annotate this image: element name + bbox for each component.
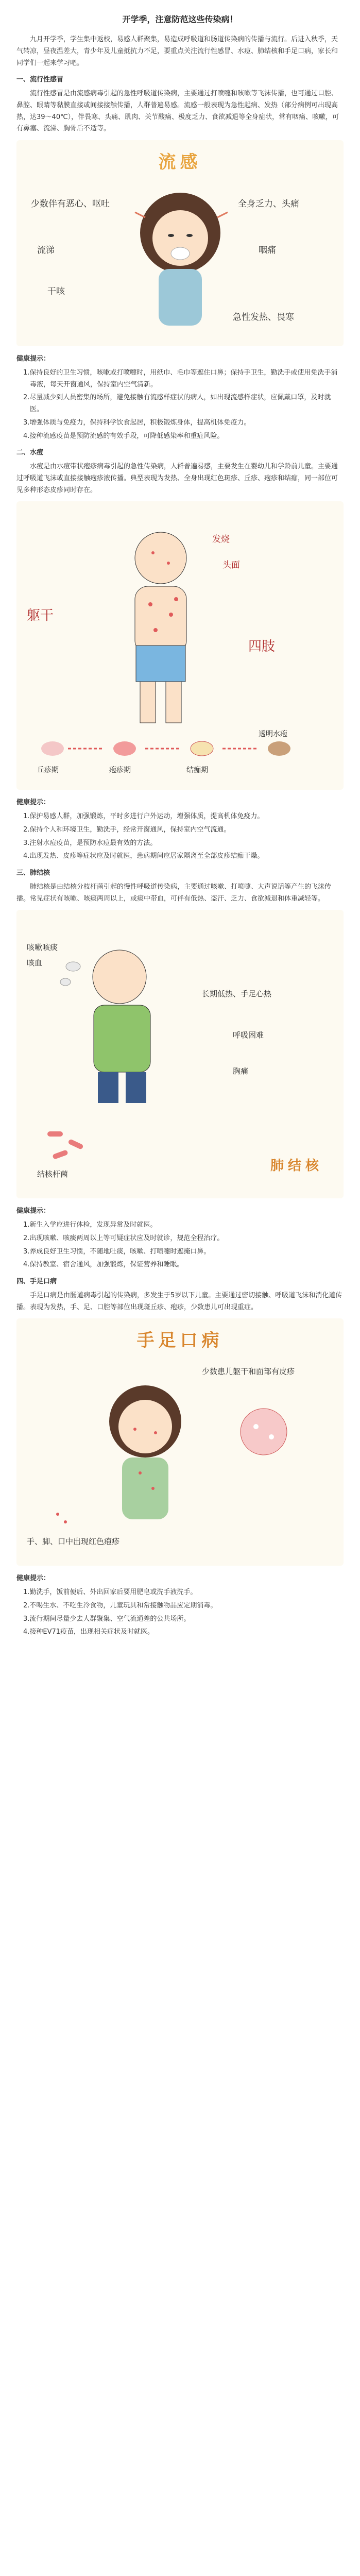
hfmd-tip: 3.流行期间尽量少去人群聚集、空气流通差的公共场所。 [23,1615,191,1623]
hfmd-girl-illustration [16,1318,344,1566]
hfmd-tip: 4.接种EV71疫苗，出现相关症状及时就医。 [23,1628,155,1636]
chickenpox-stage-label: 透明水疱 [259,730,287,739]
tb-note-hemoptysis: 咳血 [27,958,43,968]
tb-note-dyspnea: 呼吸困难 [233,1030,264,1040]
chickenpox-stage-row [41,741,290,756]
flu-tip: 4.接种流感疫苗是预防流感的有效手段，可降低感染率和重症风险。 [23,432,224,440]
tb-tip: 3.养成良好卫生习惯，不随地吐痰，咳嗽、打喷嚏时遮掩口鼻。 [23,1247,211,1256]
hfmd-tip: 2.不喝生水、不吃生冷食物，儿童玩具和常接触物品应定期消毒。 [23,1601,217,1609]
hfmd-note-trunk-face: 少数患儿躯干和面部有皮疹 [202,1367,295,1377]
tb-section-title: 三、肺结核 [16,869,50,877]
flu-note-runny-nose: 流涕 [37,245,55,256]
chickenpox-note-face: 头面 [222,560,240,571]
chickenpox-tip: 2.保持个人和环境卫生，勤洗手，经常开窗通风，保持室内空气流通。 [23,825,231,834]
chickenpox-boy-illustration [16,501,344,790]
tb-tip: 1.新生入学应进行体检，发现异常及时就医。 [23,1221,157,1229]
flu-section-title: 一、流行性感冒 [16,76,64,84]
tb-illustration [16,910,344,1198]
hfmd-body: 手足口病是由肠道病毒引起的传染病，多发生于5岁以下儿童。主要通过密切接触、呼吸道飞沫和消化道传播。表现为发热，手、足、口腔等部位出现斑丘疹、疱疹，少数患儿可出现重症。 [16,1291,342,1311]
chickenpox-tip: 4.出现发热、皮疹等症状应及时就医，患病期间应居家隔离至全部皮疹结痂干燥。 [23,852,264,860]
chickenpox-tip: 1.保护易感人群，加强锻炼，平时多进行户外运动，增强体质，提高机体免疫力。 [23,812,264,820]
tb-body: 肺结核是由结核分枝杆菌引起的慢性呼吸道传染病，主要通过咳嗽、打喷嚏、大声说话等产生的飞沫传播。常见症状有咳嗽、咳痰两周以上，或痰中带血，可伴有低热、盗汗、乏力、食欲减退和体重减轻等。 [16,883,332,903]
chickenpox-stage-label: 疱疹期 [109,766,131,775]
chickenpox-stage-label: 结痂期 [186,766,208,775]
tb-note-bacillus: 结核杆菌 [37,1170,68,1179]
flu-note-fever: 急性发热、畏寒 [233,312,294,323]
flu-tip: 3.增强体质与免疫力，保持科学饮食起居，积极锻炼身体，提高机体免疫力。 [23,418,251,427]
chickenpox-note-fever: 发烧 [212,534,230,545]
hfmd-tips-title: 健康提示： [16,1574,50,1583]
flu-tip: 2.尽量减少到人员密集的场所，避免接触有流感样症状的病人，如出现流感样症状，应佩戴口罩，及时就医。 [23,394,331,413]
tb-tips-title: 健康提示： [16,1207,50,1215]
chickenpox-body: 水痘是由水痘带状疱疹病毒引起的急性传染病，人群普遍易感，主要发生在婴幼儿和学龄前儿童。主要通过呼吸道飞沫或直接接触疱疹液传播。典型表现为发热、全身出现红色斑疹、丘疹、疱疹和结痂，同一部位可见多种形态皮疹同时存在。 [16,463,338,494]
flu-tip: 1.保持良好的卫生习惯，咳嗽或打喷嚏时，用纸巾、毛巾等遮住口鼻；保持手卫生，勤洗手或使用免洗手消毒液，每天开窗通风，保持室内空气清新。 [23,368,338,388]
headline: 开学季，注意防范这些传染病！ [122,14,238,24]
flu-note-dry-cough: 干咳 [47,286,65,297]
flu-body: 流行性感冒是由流感病毒引起的急性呼吸道传染病，主要通过打喷嚏和咳嗽等飞沫传播，也可通过口腔、鼻腔、眼睛等黏膜直接或间接接触传播，人群普遍易感。流感一般表现为急性起病、发热（部分病例可出现高热，达39～40℃），伴畏寒、头痛、肌肉、关节酸痛、极度乏力、食欲减退等全身症状，常有咽痛、咳嗽，可有鼻塞、流涕、胸骨后不适等。 [16,90,339,133]
flu-tips-title: 健康提示： [16,355,50,363]
chickenpox-tip: 3.注射水痘疫苗，是预防水痘最有效的方法。 [23,839,157,847]
chickenpox-note-limbs: 四肢 [248,639,276,655]
flu-banner: 流感 [158,152,202,173]
chickenpox-stage-label: 丘疹期 [37,766,59,775]
chickenpox-section-title: 二、水痘 [16,449,44,457]
flu-illustration [16,140,344,346]
flu-note-fatigue: 全身乏力、头痛 [238,199,299,209]
tb-note-cough: 咳嗽咳痰 [27,943,58,953]
hfmd-note-hands-feet-mouth: 手、脚、口中出现红色疱疹 [27,1537,120,1547]
flu-girl-illustration [16,140,344,346]
flu-note-sore-throat: 咽痛 [259,245,276,256]
chickenpox-tips-title: 健康提示： [16,799,50,807]
tb-tip: 4.保持教室、宿舍通风，加强锻炼，保证营养和睡眠。 [23,1261,184,1269]
chickenpox-illustration [16,501,344,790]
tb-bacteria [47,1131,84,1160]
tb-note-chest-pain: 胸痛 [233,1066,249,1076]
hfmd-illustration [16,1318,344,1566]
flu-note-nausea: 少数伴有恶心、呕吐 [31,199,110,209]
tb-note-low-fever: 长期低热、手足心热 [202,989,272,999]
hfmd-section-title: 四、手足口病 [16,1278,57,1285]
intro-paragraph: 九月开学季，学生集中返校，易感人群聚集，易造成呼吸道和肠道传染病的传播与流行。后进入秋季，天气转凉，昼夜温差大，青少年及儿童抵抗力不足，要重点关注流行性感冒、水痘、肺结核和手足口病，家长和同学们一起来学习吧。 [16,36,338,67]
tb-tip: 2.出现咳嗽、咳痰两周以上等可疑症状应及时就诊，规范全程治疗。 [23,1234,224,1242]
hfmd-banner: 手足口病 [136,1330,224,1351]
chickenpox-note-trunk: 躯干 [27,608,54,624]
tb-banner: 肺结核 [270,1158,323,1174]
hfmd-tip: 1.勤洗手，饭前便后、外出回家后要用肥皂或洗手液洗手。 [23,1588,197,1596]
